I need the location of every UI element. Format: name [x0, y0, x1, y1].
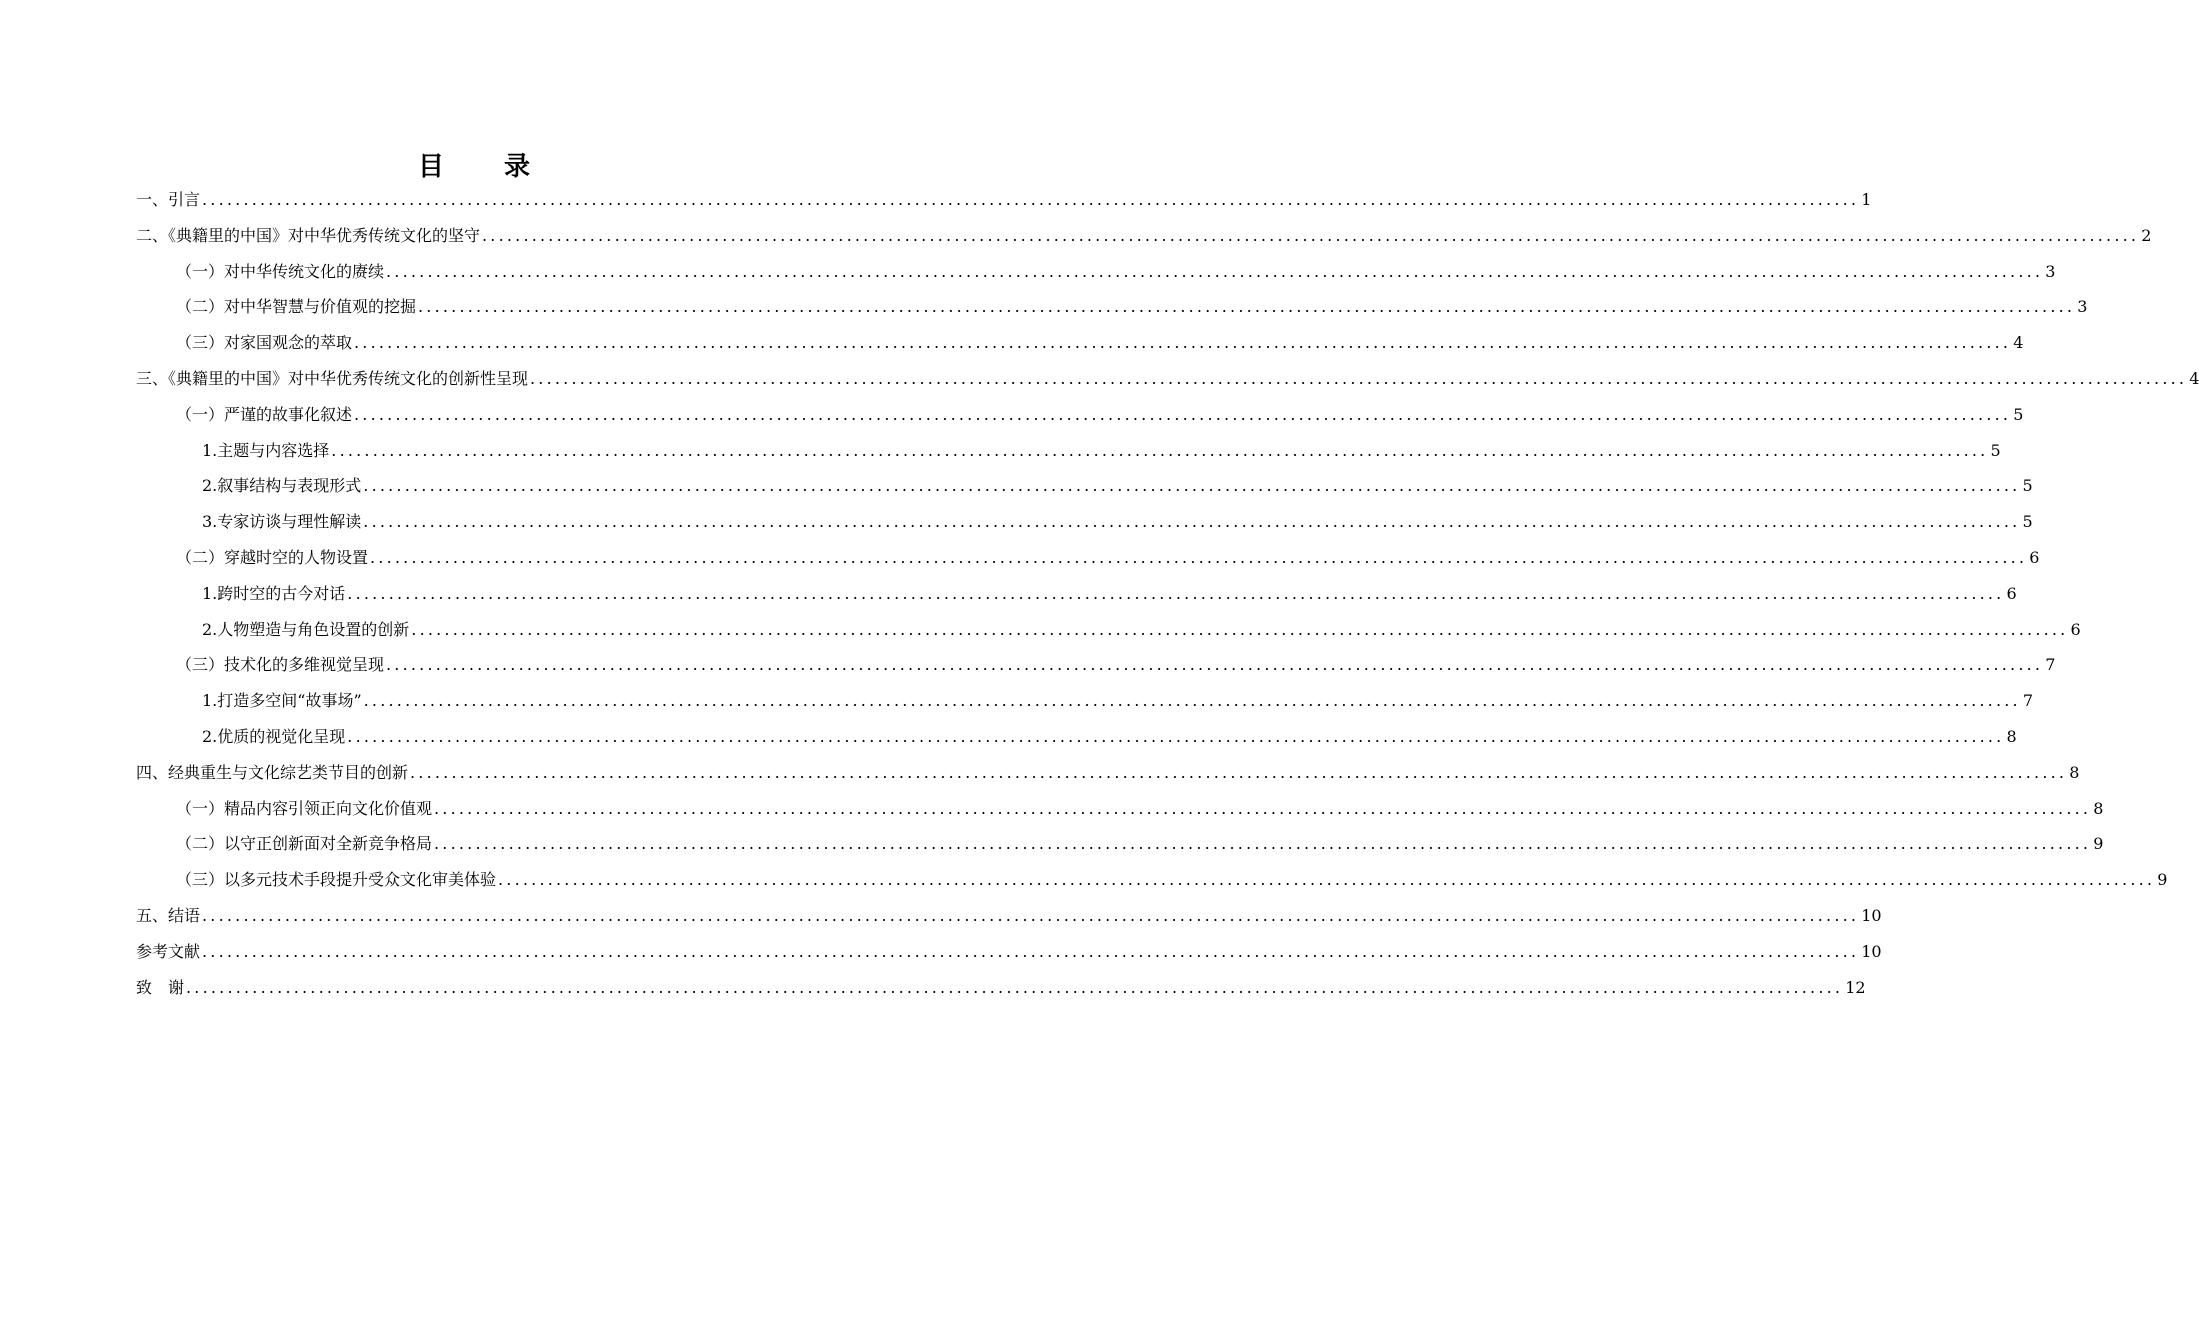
toc-entry-label: 1.跨时空的古今对话	[202, 583, 346, 603]
toc-entry[interactable]	[176, 647, 2056, 683]
toc-entry-label: （三）以多元技术手段提升受众文化审美体验	[176, 870, 497, 890]
toc-entry-page-number: 5	[1990, 440, 2001, 460]
toc-dot-leader: ........................................................................................................................................................................................................	[434, 834, 2092, 854]
toc-entry-page-number: 4	[2013, 333, 2024, 353]
toc-entry-label: 参考文献	[136, 941, 201, 961]
toc-entry-label: 四、经典重生与文化综艺类节目的创新	[136, 762, 409, 782]
toc-dot-leader: ........................................................................................................................................................................................................	[386, 261, 2044, 281]
toc-entry[interactable]	[176, 289, 2088, 325]
toc-entry[interactable]	[202, 683, 2034, 719]
toc-entry-label: 1.打造多空间“故事场”	[202, 691, 362, 711]
toc-entry-label: 2.优质的视觉化呈现	[202, 727, 346, 746]
toc-entry[interactable]	[202, 612, 2081, 648]
toc-entry[interactable]	[136, 755, 2080, 791]
toc-entry[interactable]	[176, 325, 2024, 361]
toc-dot-leader: ........................................................................................................................................................................................................	[482, 225, 2140, 245]
toc-dot-leader: ........................................................................................................................................................................................................	[202, 190, 1860, 209]
toc-dot-leader: ........................................................................................................................................................................................................	[386, 655, 2044, 675]
toc-entry-label: （二）以守正创新面对全新竞争格局	[176, 834, 433, 854]
toc-dot-leader: ........................................................................................................................................................................................................	[498, 870, 2156, 890]
toc-entry[interactable]	[136, 182, 1872, 218]
toc-entry-label: （三）对家国观念的萃取	[176, 333, 353, 353]
toc-dot-leader: ........................................................................................................................................................................................................	[202, 906, 1860, 925]
toc-entry-page-number: 7	[2022, 691, 2034, 711]
toc-entry-label: （三）技术化的多维视觉呈现	[176, 655, 385, 675]
toc-entry-page-number: 9	[2157, 870, 2168, 890]
toc-dot-leader: ........................................................................................................................................................................................................	[202, 941, 1860, 961]
toc-entry-label: 2.人物塑造与角色设置的创新	[202, 619, 410, 639]
toc-entry-page-number: 5	[2013, 404, 2024, 424]
toc-entry-label: 三、《典籍里的中国》对中华优秀传统文化的创新性呈现	[136, 369, 529, 388]
toc-entry[interactable]	[136, 934, 1882, 970]
toc-entry-page-number: 8	[2069, 762, 2080, 782]
toc-entry-page-number: 12	[1845, 977, 1866, 997]
toc-entry-label: 1.主题与内容选择	[202, 440, 330, 460]
toc-entry-page-number: 5	[2022, 476, 2033, 496]
toc-entry[interactable]	[136, 898, 1882, 934]
toc-dot-leader: ........................................................................................................................................................................................................	[530, 369, 2188, 388]
toc-dot-leader: ........................................................................................................................................................................................................	[418, 297, 2076, 317]
toc-dot-leader: ........................................................................................................................................................................................................	[347, 583, 2005, 603]
toc-entry-page-number: 1	[1861, 190, 1872, 209]
toc-entry-page-number: 6	[2070, 619, 2081, 639]
toc-entry[interactable]	[202, 504, 2033, 540]
toc-entry-page-number: 6	[2006, 583, 2017, 603]
toc-dot-leader: ........................................................................................................................................................................................................	[370, 548, 2028, 567]
toc-entry[interactable]	[202, 719, 2017, 755]
toc-entry-page-number: 9	[2093, 834, 2104, 854]
toc-dot-leader: ........................................................................................................................................................................................................	[354, 404, 2012, 424]
toc-entry-label: 五、结语	[136, 906, 201, 925]
toc-entry[interactable]	[176, 397, 2024, 433]
toc-entry-label: 3.专家访谈与理性解读	[202, 512, 362, 532]
toc-entry-label: 2.叙事结构与表现形式	[202, 476, 362, 496]
toc-entry[interactable]	[176, 826, 2104, 862]
toc-entry-page-number: 10	[1861, 906, 1882, 925]
toc-entry-page-number: 5	[2022, 512, 2033, 532]
toc-entry-label: 二、《典籍里的中国》对中华优秀传统文化的坚守	[136, 225, 481, 245]
toc-entry-label: （二）穿越时空的人物设置	[176, 548, 369, 567]
title-char-2: 录	[504, 152, 533, 182]
toc-entry[interactable]	[176, 862, 2168, 898]
toc-entry[interactable]	[176, 791, 2104, 827]
toc-entry[interactable]	[202, 433, 2001, 469]
toc-entry-label: 致 谢	[136, 977, 185, 997]
toc-dot-leader: ........................................................................................................................................................................................................	[186, 977, 1844, 997]
toc-entry-page-number: 8	[2093, 798, 2104, 818]
toc-entry[interactable]	[202, 468, 2033, 504]
toc-dot-leader: ........................................................................................................................................................................................................	[363, 476, 2021, 496]
toc-dot-leader: ........................................................................................................................................................................................................	[434, 798, 2092, 818]
toc-entry-page-number: 3	[2045, 261, 2056, 281]
toc-entry-label: （一）对中华传统文化的赓续	[176, 261, 385, 281]
toc-entry-label: 一、引言	[136, 190, 201, 209]
toc-dot-leader: ........................................................................................................................................................................................................	[410, 762, 2068, 782]
toc-entry-label: （一）严谨的故事化叙述	[176, 404, 353, 424]
toc-entry[interactable]	[176, 254, 2056, 290]
toc-entry-page-number: 10	[1861, 941, 1882, 961]
toc-dot-leader: ........................................................................................................................................................................................................	[331, 440, 1989, 460]
toc-entry[interactable]	[136, 361, 2199, 397]
toc-dot-leader: ........................................................................................................................................................................................................	[363, 691, 2021, 711]
page-title	[0, 146, 950, 183]
title-char-1: 目	[417, 152, 446, 182]
toc-entry-page-number: 8	[2006, 727, 2017, 746]
toc-entry-page-number: 7	[2045, 655, 2056, 675]
toc-dot-leader: ........................................................................................................................................................................................................	[354, 333, 2012, 353]
toc-entry[interactable]	[136, 218, 2152, 254]
toc-entry-page-number: 4	[2189, 369, 2199, 388]
toc-entry[interactable]	[176, 540, 2040, 576]
toc-entry-page-number: 3	[2077, 297, 2088, 317]
toc-dot-leader: ........................................................................................................................................................................................................	[411, 619, 2069, 639]
toc-entry-label: （二）对中华智慧与价值观的挖掘	[176, 297, 417, 317]
toc-entry[interactable]	[202, 576, 2017, 612]
toc-entry-page-number: 6	[2029, 548, 2040, 567]
toc-entry[interactable]	[136, 970, 1866, 1006]
toc-dot-leader: ........................................................................................................................................................................................................	[347, 727, 2005, 746]
toc-entry-label: （一）精品内容引领正向文化价值观	[176, 798, 433, 818]
toc-dot-leader: ........................................................................................................................................................................................................	[363, 512, 2021, 532]
toc-entry-page-number: 2	[2141, 225, 2152, 245]
